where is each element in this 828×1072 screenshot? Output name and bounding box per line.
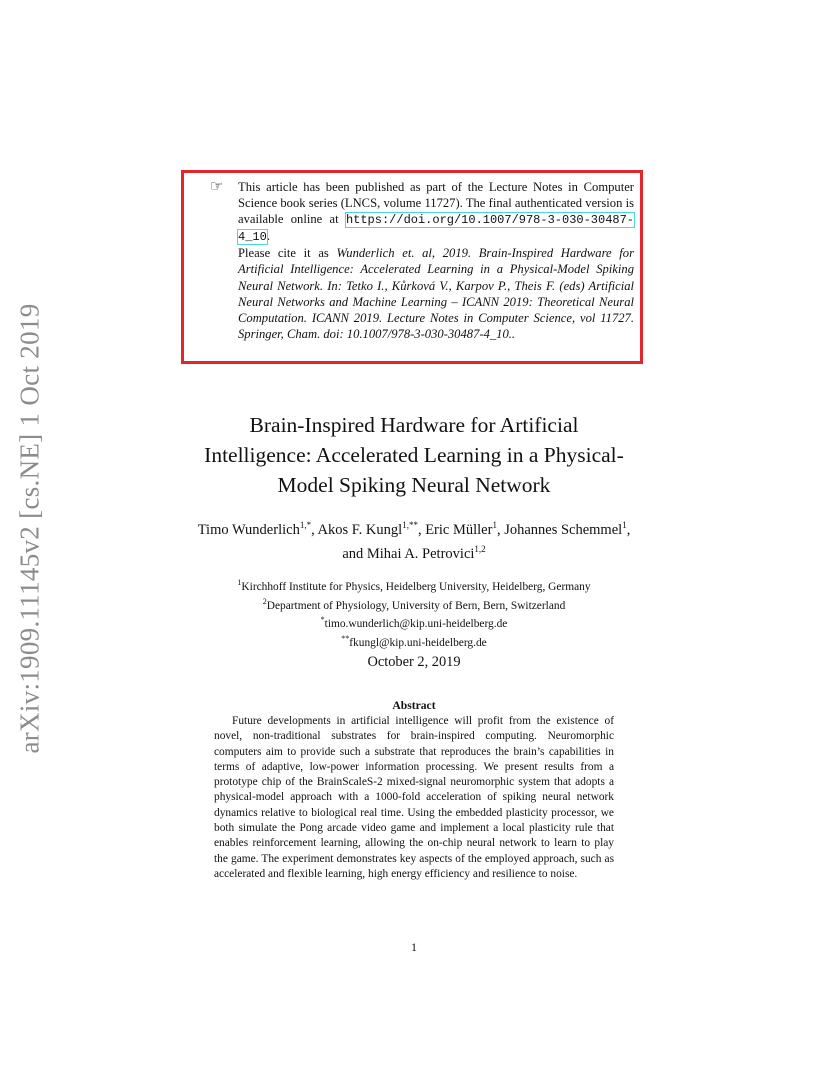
abstract-heading: Abstract — [392, 699, 436, 712]
author-name: Akos F. Kungl — [317, 521, 403, 538]
affiliations — [180, 576, 648, 650]
abstract-body: Future developments in artificial intelligence will profit from the existence of novel, non-traditional substrates for brain-inspired computing. Neuromorphic computers aim to provide such a substrate that reproduces the brain’s capabilities in terms of adaptive, low-power information processing. We present results from a prototype chip of the BrainScaleS-2 mixed-signal neuromorphic system that adopts a physical-model approach with a 1000-fold acceleration of spiking neural network dynamics relative to biological real time. Using the embedded plasticity processor, we both simulate the Pong arcade video game and implement a local plasticity rule that enables reinforcement learning, allowing the on-chip neural network to learn to play the game. The experiment demonstrates key aspects of the employed approach, such as accelerated and flexible learning, high energy efficiency and resilience to noise. — [214, 715, 614, 880]
affiliation-mark: 2 — [262, 596, 267, 606]
pointing-hand-icon: ☞ — [210, 177, 224, 195]
author-list — [188, 516, 640, 564]
affiliation-text: Kirchhoff Institute for Physics, Heidelberg University, Heidelberg, Germany — [241, 580, 591, 593]
citation-text: Wunderlich et. al, 2019. Brain-Inspired Hardware for Artificial Intelligence: Accelerated Learning in a Physical-Model Spiking Neural Network. In: Tetko I., Kůrková V., Karpov P., Theis F. (eds) Artificial Neural Networks and Machine Learning – ICANN 2019: Theoretical Neural Computation. ICANN 2019. Lecture Notes in Computer Science, vol 11727. Springer, Cham. doi: 10.1007/978-3-030-30487-4_10.. — [238, 246, 634, 341]
author-separator: , — [311, 521, 318, 538]
author-separator: , and — [342, 521, 631, 562]
author-affiliation-mark: 1 — [622, 520, 627, 530]
affiliation-mark: * — [320, 615, 325, 625]
affiliation-line — [180, 632, 648, 651]
cite-prefix: Please cite it as — [238, 246, 337, 261]
author-name: Mihai A. Petrovici — [366, 545, 475, 562]
author-affiliation-mark: 1 — [492, 520, 497, 530]
doi-link[interactable]: https://doi.org/10.1007/978-3-030-30487-4_10 — [238, 213, 634, 245]
affiliation-line — [180, 576, 648, 595]
notice-period: . — [266, 229, 270, 244]
author-affiliation-mark: 1,* — [299, 520, 312, 530]
arxiv-identifier-stamp — [10, 298, 50, 758]
page-number: 1 — [411, 940, 417, 954]
author-separator: , — [417, 521, 426, 538]
affiliation-line — [180, 613, 648, 632]
author-name: Johannes Schemmel — [504, 521, 623, 538]
publication-notice-box — [181, 170, 643, 364]
author-affiliation-mark: 1,2 — [474, 543, 486, 554]
author-affiliation-mark: 1,** — [402, 520, 418, 530]
author-separator: , — [496, 521, 505, 538]
paper-title: Brain-Inspired Hardware for Artificial Intelligence: Accelerated Learning in a Physical-Model Spiking Neural Network — [204, 413, 624, 497]
affiliation-mark: 1 — [237, 578, 242, 587]
paper-date: October 2, 2019 — [367, 654, 461, 670]
author-name: Eric Müller — [425, 521, 493, 538]
affiliation-text: fkungl@kip.uni-heidelberg.de — [349, 636, 487, 649]
affiliation-text: timo.wunderlich@kip.uni-heidelberg.de — [324, 617, 508, 630]
affiliation-mark: ** — [341, 633, 350, 643]
publication-notice-text — [238, 179, 634, 342]
arxiv-identifier-text: arXiv:1909.11145v2 [cs.NE] 1 Oct 2019 — [14, 302, 45, 754]
author-name: Timo Wunderlich — [197, 521, 300, 538]
notice-intro: This article has been published as part of the Lecture Notes in Computer Science book series (LNCS, volume 11727). The final authenticated version is available online at — [238, 180, 634, 227]
affiliation-text: Department of Physiology, University of Bern, Bern, Switzerland — [266, 599, 566, 612]
affiliation-line — [180, 595, 648, 614]
